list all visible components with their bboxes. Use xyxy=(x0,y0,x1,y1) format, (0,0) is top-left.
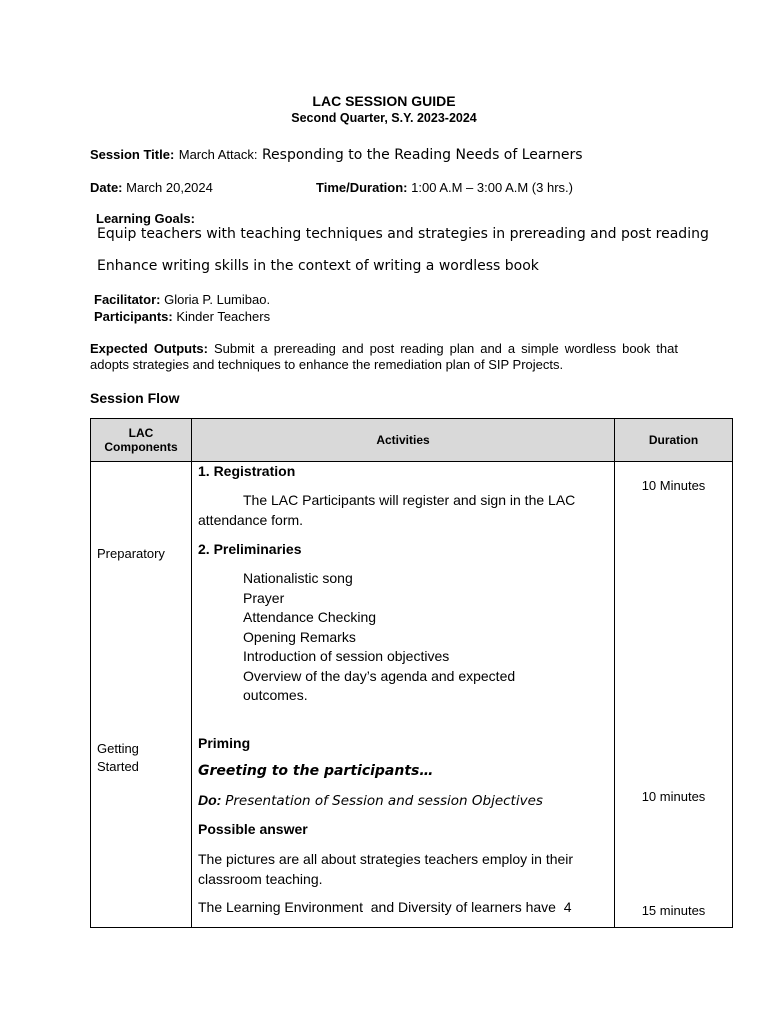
participants-line xyxy=(94,309,270,324)
preliminaries-title: 2. Preliminaries xyxy=(198,541,302,557)
components-cell xyxy=(91,462,192,928)
session-title-prefix: March Attack: xyxy=(178,147,258,162)
learning-goals-label: Learning Goals: xyxy=(96,211,195,226)
col-duration-header: Duration xyxy=(615,419,733,462)
priming-title: Priming xyxy=(198,735,251,751)
table-header-row xyxy=(91,419,733,462)
session-title-label: Session Title: xyxy=(90,147,175,162)
do-line xyxy=(198,792,543,809)
duration-registration: 10 Minutes xyxy=(641,478,706,493)
document-title: LAC SESSION GUIDE xyxy=(312,93,456,109)
list-item: Nationalistic song xyxy=(243,570,353,586)
time-value: 1:00 A.M – 3:00 A.M (3 hrs.) xyxy=(411,180,573,195)
registration-text: The LAC Participants will register and sign in the LAC attendance form. xyxy=(198,492,576,528)
expected-outputs-text: Submit a prereading and post reading plan and a simple wordless book that adopts strategies and techniques to enhance the remediation plan of SIP Projects. xyxy=(90,341,678,372)
list-item: Overview of the day’s agenda and expected outcomes. xyxy=(243,667,516,703)
activities-cell xyxy=(192,462,615,928)
learning-goal-2: Enhance writing skills in the context of writing a wordless book xyxy=(97,258,539,274)
registration-title: 1. Registration xyxy=(198,463,296,479)
learning-environment-text: The Learning Environment and Diversity of learners have 4 xyxy=(198,899,572,915)
expected-outputs xyxy=(90,341,678,373)
expected-outputs-label: Expected Outputs: xyxy=(90,341,208,356)
list-item: Opening Remarks xyxy=(243,628,356,645)
session-flow-table xyxy=(90,418,733,928)
list-item: Prayer xyxy=(243,589,285,606)
session-title-line xyxy=(90,146,583,164)
participants-value: Kinder Teachers xyxy=(176,309,271,324)
document-subtitle: Second Quarter, S.Y. 2023-2024 xyxy=(291,111,477,125)
facilitator-value: Gloria P. Lumibao. xyxy=(164,292,271,307)
date-line xyxy=(90,180,213,195)
time-line xyxy=(316,180,573,195)
do-label: Do: xyxy=(198,792,222,808)
date-label: Date: xyxy=(90,180,123,195)
learning-goal-1: Equip teachers with teaching techniques and strategies in prereading and post reading xyxy=(97,226,709,242)
duration-cell xyxy=(615,462,733,928)
answer-text: The pictures are all about strategies teachers employ in their classroom teaching. xyxy=(198,851,574,887)
col-components-header: LAC Components xyxy=(91,419,192,462)
list-item: Introduction of session objectives xyxy=(243,648,450,664)
duration-learning: 15 minutes xyxy=(641,903,706,918)
col-activities-header: Activities xyxy=(192,419,615,462)
table-row xyxy=(91,462,733,928)
greeting-text: Greeting to the participants… xyxy=(198,763,434,779)
participants-label: Participants: xyxy=(94,309,173,324)
facilitator-line xyxy=(94,292,270,307)
do-text: Presentation of Session and session Objectives xyxy=(225,793,543,809)
facilitator-label: Facilitator: xyxy=(94,292,161,307)
time-label: Time/Duration: xyxy=(316,180,408,195)
possible-answer-title: Possible answer xyxy=(198,821,308,837)
list-item: Attendance Checking xyxy=(243,609,377,625)
date-value: March 20,2024 xyxy=(126,180,213,195)
preliminaries-list xyxy=(243,569,573,706)
duration-priming: 10 minutes xyxy=(641,789,706,804)
session-flow-heading: Session Flow xyxy=(90,390,180,406)
session-title-main: Responding to the Reading Needs of Learners xyxy=(261,147,583,163)
component-preparatory: Preparatory xyxy=(97,546,165,561)
component-getting-started: Getting Started xyxy=(97,741,139,774)
